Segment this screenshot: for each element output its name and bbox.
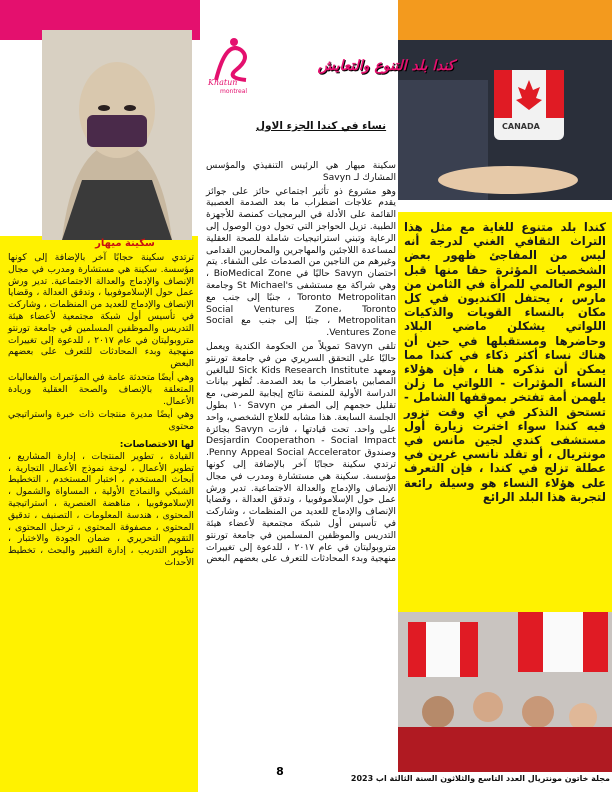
portrait-photo <box>42 30 192 240</box>
specialties-heading: لها الاختصاصات: <box>119 438 194 450</box>
right-column: كندا بلد متنوع للغاية مع مثل هذا التراث الثقافي الغني لدرجة أنه ليس من المفاجئ ظهور بعض الشخصيات المؤثرة حقا منها قبل اليوم العالمي للمرأة في الثامن من مارس ، يحتفل الكنديون في كل مكان بالنساء القويات والذكيات اللواتي يشكلن ماضي البلاد وحاضرها ومستقبلها في حين أن هناك نساء أكثر ذكاء في كندا مما يمكن أن نذكره هنا ، فإن هؤلاء النساء المؤثرات - اللواتي ما زلن يلهمن أمة تفتخر بموقفها الشامل - تستحق التذكر في أي وقت تزور فيه كندا سواء اخترت زيارة أول مستشفى كندي لجين مانس في مونتريال ، أو تقلد نانسي غرين في عطلة تزلج في كندا ، فإن التعرف على هؤلاء النساء هو وسيلة رائعة لتجربة هذا البلد الرائع <box>404 220 606 504</box>
paragraph: وهو مشروع ذو تأثير اجتماعي حائز على جوائز يقدم علاجات اضطراب ما بعد الصدمة العصبية القائمة على الأدلة في البرمجيات كمنصة للأجهزة الطبية. تزيل الحواجز التي تحول دون الوصول إلى الرعاية وتبني استراتيجيات شاملة للصحة العقلية لمساعدة اللاجئين والمهاجرين والمحاربين القدامى وغيرهم من الناجين من الصدمات على الشفاء. يتم احتضان Savyn حاليًا في BioMedical Zone ، وهي شراكة مع مستشفى St Michael's وجامعة Toronto Metropolitan ، جنبًا إلى جنب مع Social Ventures Zone، Toronto Metropolitan ، جنبًا إلى جنب مع Social Ventures Zone. <box>206 185 397 339</box>
paragraph: سكينة ميهار هي الرئيس التنفيذي والمؤسس المشارك لـ Savyn <box>206 160 396 183</box>
crowd-photo <box>398 612 612 772</box>
specialties-list: القيادة ، تطوير المنتجات ، إدارة المشاريع ، تطوير الأعمال ، لوحة نموذج الأعمال التجارية ، أبحاث المستخدم ، اختبار المستخدم ، التخطيط الشبكي والنماذج الأولية ، المساواة والشمول ، الإسلاموفوبيا ، مناهضة العنصرية ، استراتيجية المحتوى ، هندسة المعلومات ، التصنيف ، تدقيق المحتوى ، مصفوفة المحتوى ، ترحيل المحتوى ، التقويم التحريري ، ضمان الجودة والاختبار ، تطوير التدريب ، إدارة التغيير والبحث ، تخطيط الأحداث <box>8 450 194 568</box>
article-subtitle: نساء في كندا الجزء الاول <box>255 120 387 132</box>
flag-label: CANADA <box>502 122 540 131</box>
paragraph: وهي أيضًا مديرة منتجات ذات خبرة واستراتيجي محتوى <box>8 409 194 433</box>
person-caption: سكينة ميهار <box>95 238 155 249</box>
magazine-logo <box>206 30 266 100</box>
left-column <box>8 252 194 571</box>
page-title: كندا بلد التنوع والتعايش <box>317 58 455 74</box>
logo-text: Khatun <box>208 78 238 87</box>
paragraph: وهي أيضًا متحدثة عامة في المؤتمرات والفعاليات المتعلقة بالإنصاف والصحة العقلية وريادة الأعمال. <box>8 371 194 407</box>
page-number: 8 <box>276 765 284 778</box>
paragraph: ترتدي سكينة حجابًا آخر بالإضافة إلى كونها مؤسسة. سكينة هي مستشارة ومدرب في مجال الإنصاف والإدماج والعدالة الاجتماعية. تدير ورش عمل حول الإسلاموفوبيا ، وتدقق العدالة ، وقضايا الإنصاف والإدماج للعديد من المنظمات ، وشاركت في تأسيس أول شبكة مجتمعية لأعضاء هيئة التدريس والموظفين المسلمين في جامعة تورنتو متروبوليتان في عام ٢٠١٧ ، للدعوة إلى تغييرات منهجية وبدء المحادثات للتعرف على بعضهم البعض <box>8 252 194 370</box>
logo-subtext: montreal <box>220 88 248 95</box>
footer-text: مجلة خاتون مونتريال العدد التاسع والثلاثون السنة الثالثة اب 2023 <box>350 774 610 783</box>
center-column <box>206 160 396 765</box>
paragraph: تلقى Savyn تمويلاً من الحكومة الكندية ويعمل حاليًا على التحقق السريري من في جامعة تورنتو ومعهد Sick Kids Research Institute للبالغين المصابين باضطراب ما بعد الصدمة. تُظهر بيانات الدراسة الأولية للمنصة نتائج إيجابية للمرضى، مع تقليل حجمهم إلى الصفر من Savyn ١٠ بطول الجلسة السابعة. هذا مشابه للعلاج الشخصي، واحد على واحد. تحت قيادتها ، فازت Savyn بجائزة Desjardin Cooperathon - Social Impact وصندوق Penny Appeal Social Accelerator. ترتدي سكينة حجابًا آخر بالإضافة إلى كونها مؤسسة. سكينة هي مستشارة ومدرب في مجال الإنصاف والإدماج والعدالة الاجتماعية. تدير ورش عمل حول الإسلاموفوبيا ، وتدقق العدالة ، وقضايا الإنصاف والإدماج للعديد من المنظمات ، وشاركت في تأسيس أول شبكة مجتمعية لأعضاء هيئة التدريس والموظفين المسلمين في جامعة تورنتو متروبوليتان في عام ٢٠١٧ ، للدعوة إلى تغييرات منهجية وبدء المحادثات للتعرف على بعضهم البعض <box>206 340 397 565</box>
